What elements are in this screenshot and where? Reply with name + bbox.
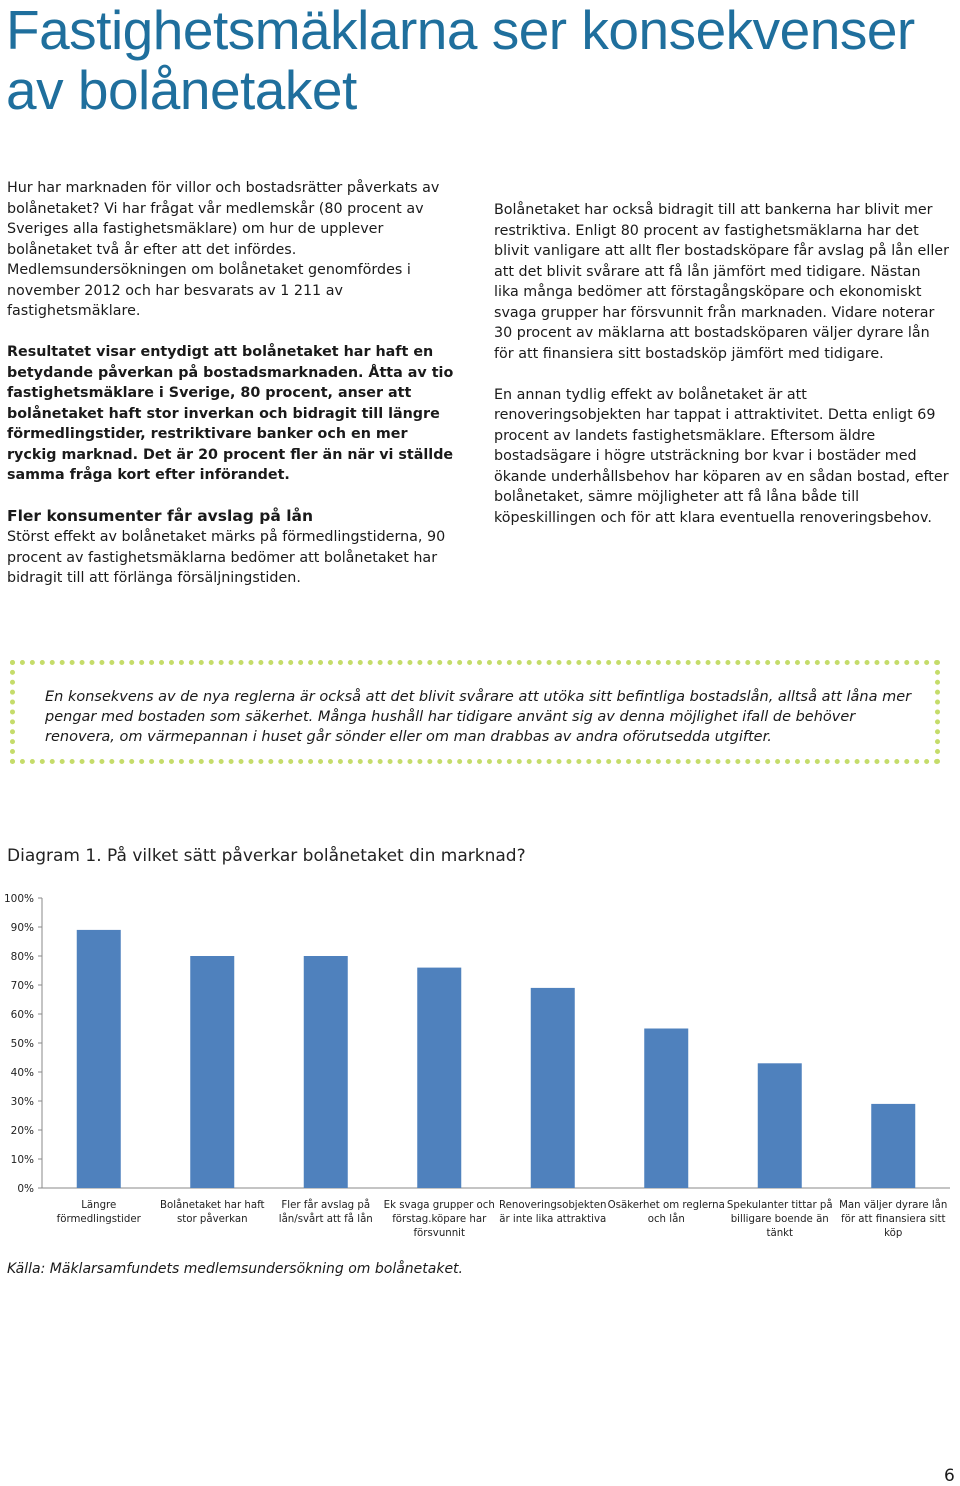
- x-category-label: är inte lika attraktiva: [499, 1214, 607, 1225]
- y-tick-label: 50%: [10, 1038, 34, 1050]
- title-line-1: Fastighetsmäklarna ser konsekvenser: [6, 0, 915, 61]
- y-tick-label: 90%: [10, 922, 34, 934]
- x-category-label: lån/svårt att få lån: [278, 1214, 373, 1225]
- effect-paragraph: Störst effekt av bolånetaket märks på förmedlingstiderna, 90 procent av fastighetsmäklarna bedömer att bolånetaket har bidragit till att förlänga försäljningstiden.: [7, 529, 446, 586]
- callout-text: En konsekvens av de nya reglerna är också att det blivit svårare att utöka sitt befintliga bostadslån, alltså att låna mer pengar med bostaden som säkerhet. Många hushåll har tidigare använt sig av denna möjlighet ifall de behöver renovera, om värmepannan i huset går sönder eller om man drabbas av andra oförutsedda utgifter.: [45, 689, 912, 745]
- page-title: [6, 0, 946, 120]
- title-line-2: av bolånetaket: [6, 59, 357, 121]
- banks-paragraph: Bolånetaket har också bidragit till att bankerna har blivit mer restriktiva. Enligt 80 procent av fastighetsmäklarna har det blivit vanligare att allt fler bostadsköpare får avslag på lån eller att det blivit svårare att få lån jämfört med tidigare. Nästan lika många bedömer att förstagångsköpare och ekonomiskt svaga grupper har försvunnit från marknaden. Vidare noterar 30 procent av mäklarna att bostadsköparen väljer dyrare lån för att finansiera sitt bostadsköp jämfört med tidigare.: [494, 202, 949, 362]
- y-tick-label: 100%: [3, 893, 34, 905]
- x-category-label: stor påverkan: [176, 1214, 248, 1225]
- x-category-label: köp: [884, 1228, 903, 1239]
- x-category-label: förstag.köpare har: [392, 1214, 487, 1225]
- bar-6: [644, 1029, 688, 1189]
- renovation-paragraph: En annan tydlig effekt av bolånetaket är att renoveringsobjekten har tappat i attraktivitet. Detta enligt 69 procent av landets fastighetsmäklare. Eftersom äldre bostadsägare i högre utsträckning bor kvar i bostäder med ökande underhållsbehov har köparen av en sådan bostad, efter bolånetaket, sämre möjligheter att få låna både till köpeskillingen och för att klara eventuella renoveringsbehov.: [494, 386, 949, 526]
- x-category-label: Osäkerhet om reglerna: [607, 1200, 725, 1211]
- bar-1: [77, 930, 121, 1188]
- y-tick-label: 70%: [10, 980, 34, 992]
- x-category-label: tänkt: [766, 1228, 794, 1239]
- chart-title: Diagram 1. På vilket sätt påverkar bolånetaket din marknad?: [7, 846, 526, 866]
- bar-8: [871, 1104, 915, 1188]
- y-tick-label: 60%: [10, 1009, 34, 1021]
- bar-7: [758, 1063, 802, 1188]
- bar-2: [190, 956, 234, 1188]
- page-number: 6: [944, 1466, 955, 1486]
- x-category-label: och lån: [647, 1214, 685, 1225]
- y-tick-label: 10%: [10, 1154, 34, 1166]
- intro-paragraph: Hur har marknaden för villor och bostadsrätter påverkats av bolånetaket? Vi har frågat vår medlemskår (80 procent av Sveriges alla fastighetsmäklare) om hur de upplever bolånetaket två år efter att det infördes. Medlemsundersökningen om bolånetaket genomfördes i november 2012 och har besvarats av 1 211 av fastighetsmäklare.: [7, 180, 440, 319]
- x-category-label: Längre: [81, 1200, 117, 1211]
- x-category-label: Spekulanter tittar på: [726, 1200, 833, 1211]
- x-category-label: billigare boende än: [730, 1214, 829, 1225]
- x-category-label: för att finansiera sitt: [841, 1214, 946, 1225]
- section-heading: Fler konsumenter får avslag på lån: [7, 507, 314, 525]
- bar-3: [304, 956, 348, 1188]
- y-tick-label: 20%: [10, 1125, 34, 1137]
- x-category-label: Man väljer dyrare lån: [839, 1200, 948, 1211]
- x-category-label: Renoveringsobjekten: [498, 1200, 607, 1211]
- x-category-label: Ek svaga grupper och: [383, 1200, 495, 1211]
- bar-4: [417, 968, 461, 1188]
- bar-chart: [0, 880, 960, 1250]
- callout-box: [10, 660, 940, 764]
- bar-5: [531, 988, 575, 1188]
- y-tick-label: 30%: [10, 1096, 34, 1108]
- result-paragraph: Resultatet visar entydigt att bolånetaket har haft en betydande påverkan på bostadsmarknaden. Åtta av tio fastighetsmäklare i Sverige, 80 procent, anser att bolånetaket haft stor inverkan och bidragit till längre förmedlingstider, restriktivare banker och en mer ryckig marknad. Det är 20 procent fler än när vi ställde samma fråga kort efter införandet.: [7, 344, 454, 483]
- y-tick-label: 80%: [10, 951, 34, 963]
- x-category-label: Fler får avslag på: [281, 1200, 371, 1211]
- y-tick-label: 40%: [10, 1067, 34, 1079]
- source-note: Källa: Mäklarsamfundets medlemsundersökning om bolånetaket.: [7, 1261, 463, 1277]
- right-column: [494, 200, 949, 549]
- y-tick-label: 0%: [17, 1183, 34, 1195]
- x-category-label: förmedlingstider: [56, 1214, 141, 1225]
- x-category-label: Bolånetaket har haft: [159, 1200, 265, 1211]
- left-column: [7, 178, 457, 609]
- x-category-label: försvunnit: [413, 1228, 466, 1239]
